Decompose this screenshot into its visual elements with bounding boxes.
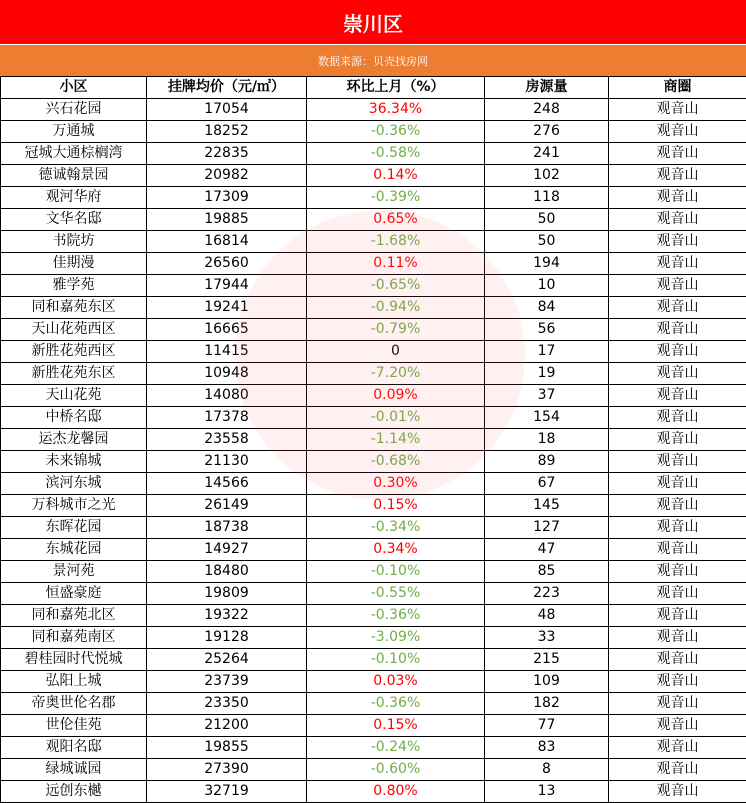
cell-community: 雅学苑 [1,275,147,297]
cell-listings: 145 [485,495,609,517]
column-header-price: 挂牌均价（元/㎡） [147,77,307,99]
cell-change: -0.58% [307,143,485,165]
cell-area: 观音山 [609,341,746,363]
cell-listings: 223 [485,583,609,605]
cell-area: 观音山 [609,517,746,539]
cell-area: 观音山 [609,671,746,693]
column-header-listings: 房源量 [485,77,609,99]
cell-change: 0.34% [307,539,485,561]
cell-price: 21200 [147,715,307,737]
cell-change: -0.36% [307,693,485,715]
cell-change: 0.03% [307,671,485,693]
table-row [1,231,746,253]
cell-listings: 37 [485,385,609,407]
table-row [1,143,746,165]
cell-area: 观音山 [609,693,746,715]
cell-price: 21130 [147,451,307,473]
cell-price: 18252 [147,121,307,143]
table-row [1,363,746,385]
cell-change: 0.14% [307,165,485,187]
cell-listings: 102 [485,165,609,187]
cell-listings: 248 [485,99,609,121]
cell-change: -0.24% [307,737,485,759]
cell-change: -0.10% [307,561,485,583]
cell-listings: 182 [485,693,609,715]
cell-listings: 50 [485,209,609,231]
cell-price: 19241 [147,297,307,319]
cell-price: 16665 [147,319,307,341]
table-row [1,297,746,319]
cell-community: 万通城 [1,121,147,143]
cell-change: -0.10% [307,649,485,671]
cell-price: 19128 [147,627,307,649]
cell-area: 观音山 [609,473,746,495]
cell-change: 0.15% [307,715,485,737]
cell-area: 观音山 [609,319,746,341]
cell-listings: 10 [485,275,609,297]
cell-price: 17944 [147,275,307,297]
cell-change: -7.20% [307,363,485,385]
table-row [1,253,746,275]
cell-price: 17309 [147,187,307,209]
cell-area: 观音山 [609,451,746,473]
cell-area: 观音山 [609,429,746,451]
cell-change: -0.94% [307,297,485,319]
table-row [1,715,746,737]
table-row [1,649,746,671]
cell-community: 佳期漫 [1,253,147,275]
table-row [1,671,746,693]
cell-change: 0.65% [307,209,485,231]
cell-change: -0.60% [307,759,485,781]
cell-area: 观音山 [609,495,746,517]
table-row [1,341,746,363]
table-row [1,561,746,583]
cell-price: 18480 [147,561,307,583]
table-row [1,451,746,473]
cell-community: 冠城大通棕榈湾 [1,143,147,165]
cell-price: 32719 [147,781,307,803]
cell-community: 新胜花苑东区 [1,363,147,385]
cell-change: 0.15% [307,495,485,517]
cell-community: 天山花苑西区 [1,319,147,341]
cell-listings: 48 [485,605,609,627]
cell-change: -0.36% [307,605,485,627]
cell-listings: 33 [485,627,609,649]
cell-change: -0.39% [307,187,485,209]
table-header-row [1,77,746,99]
cell-community: 观阳名邸 [1,737,147,759]
cell-price: 22835 [147,143,307,165]
cell-community: 恒盛豪庭 [1,583,147,605]
data-source-note: 数据来源：贝壳找房网 [0,45,746,76]
cell-area: 观音山 [609,627,746,649]
table-row [1,583,746,605]
cell-listings: 215 [485,649,609,671]
table-row [1,429,746,451]
table-row [1,121,746,143]
cell-area: 观音山 [609,781,746,803]
cell-community: 滨河东城 [1,473,147,495]
cell-change: -0.55% [307,583,485,605]
cell-listings: 84 [485,297,609,319]
cell-listings: 13 [485,781,609,803]
cell-price: 14927 [147,539,307,561]
cell-listings: 194 [485,253,609,275]
cell-price: 25264 [147,649,307,671]
cell-area: 观音山 [609,539,746,561]
cell-price: 17054 [147,99,307,121]
cell-listings: 85 [485,561,609,583]
cell-area: 观音山 [609,363,746,385]
cell-area: 观音山 [609,275,746,297]
cell-listings: 50 [485,231,609,253]
cell-price: 17378 [147,407,307,429]
cell-community: 中桥名邸 [1,407,147,429]
cell-area: 观音山 [609,209,746,231]
cell-price: 23739 [147,671,307,693]
cell-area: 观音山 [609,561,746,583]
cell-change: -0.01% [307,407,485,429]
cell-area: 观音山 [609,759,746,781]
cell-price: 23558 [147,429,307,451]
table-row [1,781,746,803]
cell-community: 碧桂园时代悦城 [1,649,147,671]
cell-community: 文华名邸 [1,209,147,231]
table-row [1,165,746,187]
table-row [1,187,746,209]
cell-change: -3.09% [307,627,485,649]
table-row [1,627,746,649]
cell-area: 观音山 [609,297,746,319]
cell-listings: 67 [485,473,609,495]
table-row [1,605,746,627]
cell-area: 观音山 [609,165,746,187]
cell-area: 观音山 [609,407,746,429]
cell-community: 东城花园 [1,539,147,561]
cell-area: 观音山 [609,605,746,627]
cell-price: 19885 [147,209,307,231]
column-header-area: 商圈 [609,77,746,99]
cell-area: 观音山 [609,385,746,407]
cell-change: 0.80% [307,781,485,803]
table-row [1,275,746,297]
cell-price: 16814 [147,231,307,253]
cell-area: 观音山 [609,737,746,759]
cell-listings: 118 [485,187,609,209]
cell-area: 观音山 [609,121,746,143]
cell-price: 26149 [147,495,307,517]
cell-area: 观音山 [609,583,746,605]
cell-community: 世伦佳苑 [1,715,147,737]
table-row [1,385,746,407]
cell-listings: 109 [485,671,609,693]
cell-change: -0.34% [307,517,485,539]
cell-listings: 47 [485,539,609,561]
cell-area: 观音山 [609,715,746,737]
cell-listings: 89 [485,451,609,473]
cell-change: 0 [307,341,485,363]
table-row [1,517,746,539]
table-row [1,539,746,561]
page-title: 崇川区 [0,0,746,45]
cell-community: 德诚翰景园 [1,165,147,187]
column-header-change: 环比上月（%） [307,77,485,99]
table-row [1,319,746,341]
cell-area: 观音山 [609,143,746,165]
cell-community: 运杰龙馨园 [1,429,147,451]
cell-change: 0.09% [307,385,485,407]
cell-listings: 241 [485,143,609,165]
cell-price: 23350 [147,693,307,715]
cell-change: -0.79% [307,319,485,341]
table-row [1,473,746,495]
cell-listings: 127 [485,517,609,539]
cell-change: -0.68% [307,451,485,473]
cell-price: 19855 [147,737,307,759]
cell-community: 同和嘉苑北区 [1,605,147,627]
cell-change: -0.65% [307,275,485,297]
cell-area: 观音山 [609,99,746,121]
cell-community: 观河华府 [1,187,147,209]
cell-listings: 83 [485,737,609,759]
cell-change: -1.68% [307,231,485,253]
table-row [1,737,746,759]
cell-listings: 8 [485,759,609,781]
table-row [1,209,746,231]
column-header-community: 小区 [1,77,147,99]
cell-community: 远创东樾 [1,781,147,803]
cell-community: 绿城诚园 [1,759,147,781]
cell-change: 36.34% [307,99,485,121]
cell-price: 20982 [147,165,307,187]
table-row [1,407,746,429]
cell-listings: 17 [485,341,609,363]
table-body [1,99,746,803]
cell-price: 27390 [147,759,307,781]
cell-community: 同和嘉苑东区 [1,297,147,319]
cell-community: 天山花苑 [1,385,147,407]
cell-community: 同和嘉苑南区 [1,627,147,649]
cell-change: 0.30% [307,473,485,495]
cell-area: 观音山 [609,253,746,275]
cell-change: -0.36% [307,121,485,143]
cell-community: 兴石花园 [1,99,147,121]
price-table [0,76,746,803]
cell-listings: 276 [485,121,609,143]
cell-listings: 19 [485,363,609,385]
table-row [1,495,746,517]
cell-price: 14566 [147,473,307,495]
cell-community: 万科城市之光 [1,495,147,517]
cell-area: 观音山 [609,187,746,209]
table-row [1,99,746,121]
cell-area: 观音山 [609,649,746,671]
cell-listings: 154 [485,407,609,429]
cell-community: 新胜花苑西区 [1,341,147,363]
cell-change: 0.11% [307,253,485,275]
cell-area: 观音山 [609,231,746,253]
cell-listings: 77 [485,715,609,737]
cell-price: 19809 [147,583,307,605]
cell-price: 14080 [147,385,307,407]
cell-community: 书院坊 [1,231,147,253]
cell-community: 未来锦城 [1,451,147,473]
cell-community: 东晖花园 [1,517,147,539]
table-row [1,759,746,781]
cell-price: 11415 [147,341,307,363]
cell-change: -1.14% [307,429,485,451]
cell-price: 19322 [147,605,307,627]
cell-listings: 56 [485,319,609,341]
cell-listings: 18 [485,429,609,451]
cell-community: 弘阳上城 [1,671,147,693]
table-row [1,693,746,715]
cell-price: 26560 [147,253,307,275]
cell-community: 帝奥世伦名郡 [1,693,147,715]
cell-price: 10948 [147,363,307,385]
cell-price: 18738 [147,517,307,539]
cell-community: 景河苑 [1,561,147,583]
